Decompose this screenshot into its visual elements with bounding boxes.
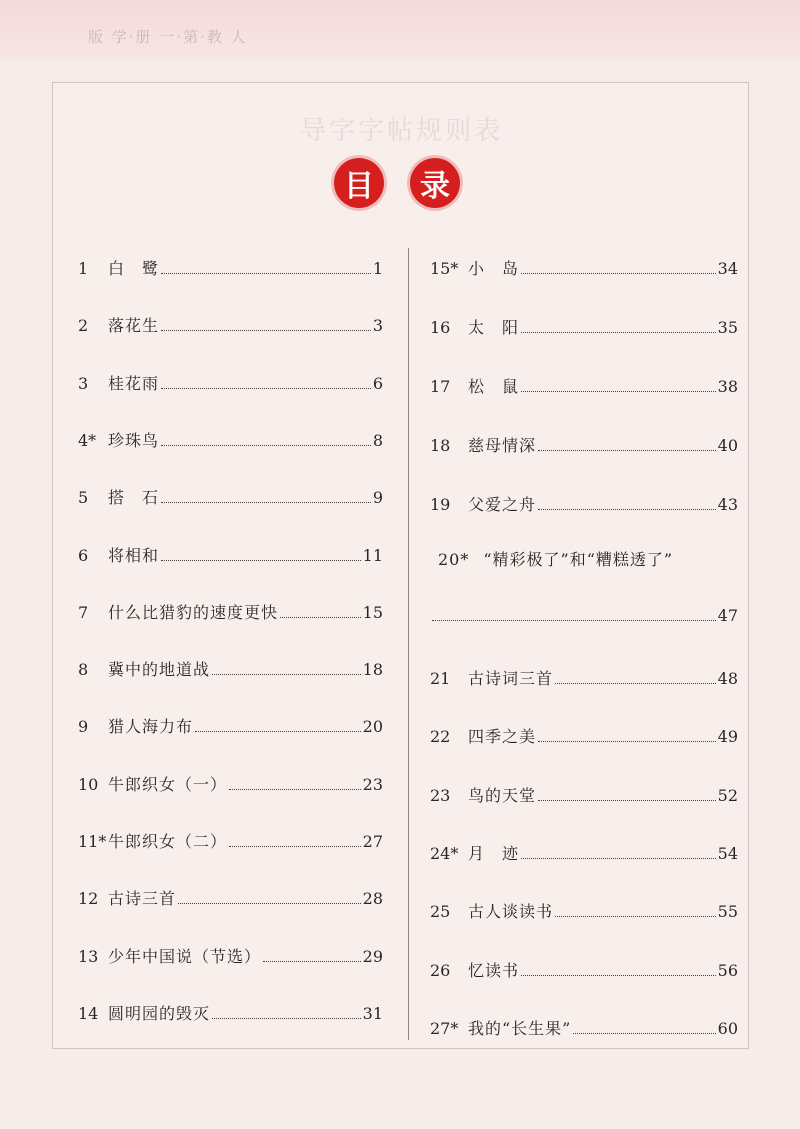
entry-number: 18 xyxy=(430,436,451,455)
dot-leader xyxy=(212,1017,361,1019)
entry-page: 49 xyxy=(717,727,738,747)
entry-page: 48 xyxy=(717,669,738,688)
dot-leader xyxy=(263,960,361,962)
entry-page: 40 xyxy=(717,436,738,455)
toc-entry[interactable] xyxy=(78,886,383,909)
header-text: 版 学·册 一·第·教 人 xyxy=(88,28,248,46)
entry-title: “精彩极了”和“糟糕透了” xyxy=(483,550,674,569)
entry-page: 27 xyxy=(362,832,383,851)
entry-number: 4* xyxy=(78,430,97,450)
dot-leader xyxy=(521,390,716,392)
entry-title: 少年中国说（节选） xyxy=(108,946,262,966)
entry-title: 珍珠鸟 xyxy=(108,430,160,450)
entry-title: 我的“长生果” xyxy=(468,1018,572,1038)
toc-title xyxy=(334,158,460,208)
dot-leader xyxy=(538,508,716,510)
entry-title: 牛郎织女（一） xyxy=(108,774,228,794)
entry-title: 太 阳 xyxy=(468,318,520,337)
toc-entry[interactable] xyxy=(78,485,383,508)
entry-page: 34 xyxy=(717,259,738,278)
dot-leader xyxy=(521,857,716,859)
entry-title: 将相和 xyxy=(108,545,160,565)
entry-page: 3 xyxy=(372,316,383,336)
entry-number: 21 xyxy=(430,669,451,688)
entry-title: 小 岛 xyxy=(468,259,520,278)
entry-number: 14 xyxy=(78,1003,99,1023)
title-char-2: 录 xyxy=(410,158,460,208)
toc-entry[interactable] xyxy=(430,841,738,864)
entry-number: 27* xyxy=(430,1018,459,1038)
entry-page: 20 xyxy=(362,717,383,737)
dot-leader xyxy=(538,740,716,742)
entry-number: 24* xyxy=(430,843,459,863)
entry-number: 15* xyxy=(430,259,459,278)
entry-title: 鸟的天堂 xyxy=(468,785,537,805)
title-char-1: 目 xyxy=(334,158,384,208)
entry-number: 7 xyxy=(78,602,89,622)
dot-leader xyxy=(161,387,371,389)
toc-entry-special[interactable] xyxy=(430,547,738,570)
dot-leader xyxy=(161,329,371,331)
toc-entry[interactable] xyxy=(78,944,383,967)
entry-page: 15 xyxy=(362,602,383,622)
entry-title: 白 鹭 xyxy=(108,259,160,278)
toc-entry[interactable] xyxy=(430,433,738,456)
entry-title: 猎人海力布 xyxy=(108,717,194,737)
entry-page: 55 xyxy=(717,902,738,922)
entry-page: 29 xyxy=(362,946,383,966)
dot-leader xyxy=(521,974,716,976)
entry-page: 47 xyxy=(717,606,738,625)
entry-title: 落花生 xyxy=(108,316,160,336)
dot-leader xyxy=(229,845,361,847)
entry-title: 桂花雨 xyxy=(108,373,160,393)
toc-entry[interactable] xyxy=(78,313,383,336)
toc-entry[interactable] xyxy=(430,666,738,689)
entry-number: 12 xyxy=(78,889,99,909)
entry-page: 54 xyxy=(717,843,738,863)
entry-number: 9 xyxy=(78,717,89,737)
entry-title: 父爱之舟 xyxy=(468,495,537,514)
entry-number: 10 xyxy=(78,774,99,794)
entry-number: 17 xyxy=(430,377,451,396)
entry-number: 8 xyxy=(78,660,89,680)
toc-entry[interactable] xyxy=(430,374,738,397)
entry-title: 古人谈读书 xyxy=(468,902,554,922)
entry-number: 20* xyxy=(438,550,470,569)
entry-title: 古诗词三首 xyxy=(468,669,554,688)
dot-leader xyxy=(212,673,361,675)
toc-entry[interactable] xyxy=(78,829,383,852)
entry-page: 60 xyxy=(717,1018,738,1038)
dot-leader xyxy=(229,788,361,790)
entry-page: 31 xyxy=(362,1003,383,1023)
entry-number: 13 xyxy=(78,946,99,966)
special-page-line xyxy=(430,606,738,625)
entry-title: 冀中的地道战 xyxy=(108,660,211,680)
entry-title: 四季之美 xyxy=(468,727,537,747)
dot-leader xyxy=(161,501,371,503)
toc-entry[interactable] xyxy=(430,783,738,806)
dot-leader xyxy=(161,559,361,561)
toc-entry[interactable] xyxy=(78,657,383,680)
toc-entry[interactable] xyxy=(78,543,383,566)
toc-entry[interactable] xyxy=(430,899,738,922)
entry-page: 11 xyxy=(362,545,383,565)
entry-number: 11* xyxy=(78,832,107,851)
toc-entry[interactable] xyxy=(78,371,383,394)
dot-leader xyxy=(195,730,361,732)
entry-page: 28 xyxy=(362,889,383,909)
dot-leader xyxy=(521,272,716,274)
entry-title: 什么比猎豹的速度更快 xyxy=(108,602,279,622)
entry-page: 38 xyxy=(717,377,738,396)
entry-page: 52 xyxy=(717,785,738,805)
toc-entry[interactable] xyxy=(430,1016,738,1039)
entry-title: 牛郎织女（二） xyxy=(108,832,228,851)
entry-number: 25 xyxy=(430,902,451,922)
entry-number: 19 xyxy=(430,495,451,514)
entry-title: 圆明园的毁灭 xyxy=(108,1003,211,1023)
entry-number: 26 xyxy=(430,960,451,980)
entry-page: 9 xyxy=(372,488,383,508)
entry-number: 2 xyxy=(78,316,89,336)
toc-entry[interactable] xyxy=(78,1001,383,1024)
dot-leader xyxy=(555,682,716,684)
entry-title: 松 鼠 xyxy=(468,377,520,396)
entry-title: 慈母情深 xyxy=(468,436,537,455)
dot-leader xyxy=(280,616,361,618)
toc-entry[interactable] xyxy=(430,315,738,338)
dot-leader xyxy=(555,915,716,917)
toc-entry[interactable] xyxy=(78,714,383,737)
entry-page: 56 xyxy=(717,960,738,980)
toc-entry[interactable] xyxy=(78,600,383,623)
dot-leader xyxy=(573,1032,715,1034)
toc-entry[interactable] xyxy=(78,772,383,795)
entry-page: 23 xyxy=(362,774,383,794)
entry-title: 搭 石 xyxy=(108,488,160,508)
page-header xyxy=(0,0,800,60)
dot-leader xyxy=(178,902,361,904)
column-divider xyxy=(408,248,409,1040)
entry-number: 23 xyxy=(430,785,451,805)
entry-page: 6 xyxy=(372,373,383,393)
toc-entry[interactable] xyxy=(430,492,738,515)
entry-page: 43 xyxy=(717,495,738,514)
entry-number: 22 xyxy=(430,727,451,747)
dot-leader xyxy=(538,449,716,451)
dot-leader xyxy=(538,799,716,801)
toc-entry[interactable] xyxy=(78,428,383,451)
entry-page: 1 xyxy=(372,259,383,278)
watermark-text: 导字字帖规则表 xyxy=(300,116,504,146)
entry-page: 8 xyxy=(372,430,383,450)
entry-number: 6 xyxy=(78,545,89,565)
entry-page: 35 xyxy=(717,318,738,337)
dot-leader xyxy=(161,444,371,446)
toc-entry[interactable] xyxy=(430,958,738,981)
dot-leader xyxy=(161,272,371,274)
dot-leader xyxy=(521,331,716,333)
entry-page: 18 xyxy=(362,660,383,680)
entry-title: 忆读书 xyxy=(468,960,520,980)
entry-title: 古诗三首 xyxy=(108,889,177,909)
entry-title: 月 迹 xyxy=(468,843,520,863)
entry-number: 16 xyxy=(430,318,451,337)
entry-number: 3 xyxy=(78,373,89,393)
dot-leader xyxy=(432,619,716,621)
toc-entry[interactable] xyxy=(430,256,738,279)
entry-number: 5 xyxy=(78,488,89,508)
entry-number: 1 xyxy=(78,259,89,278)
toc-entry[interactable] xyxy=(430,724,738,747)
toc-entry[interactable] xyxy=(78,256,383,279)
